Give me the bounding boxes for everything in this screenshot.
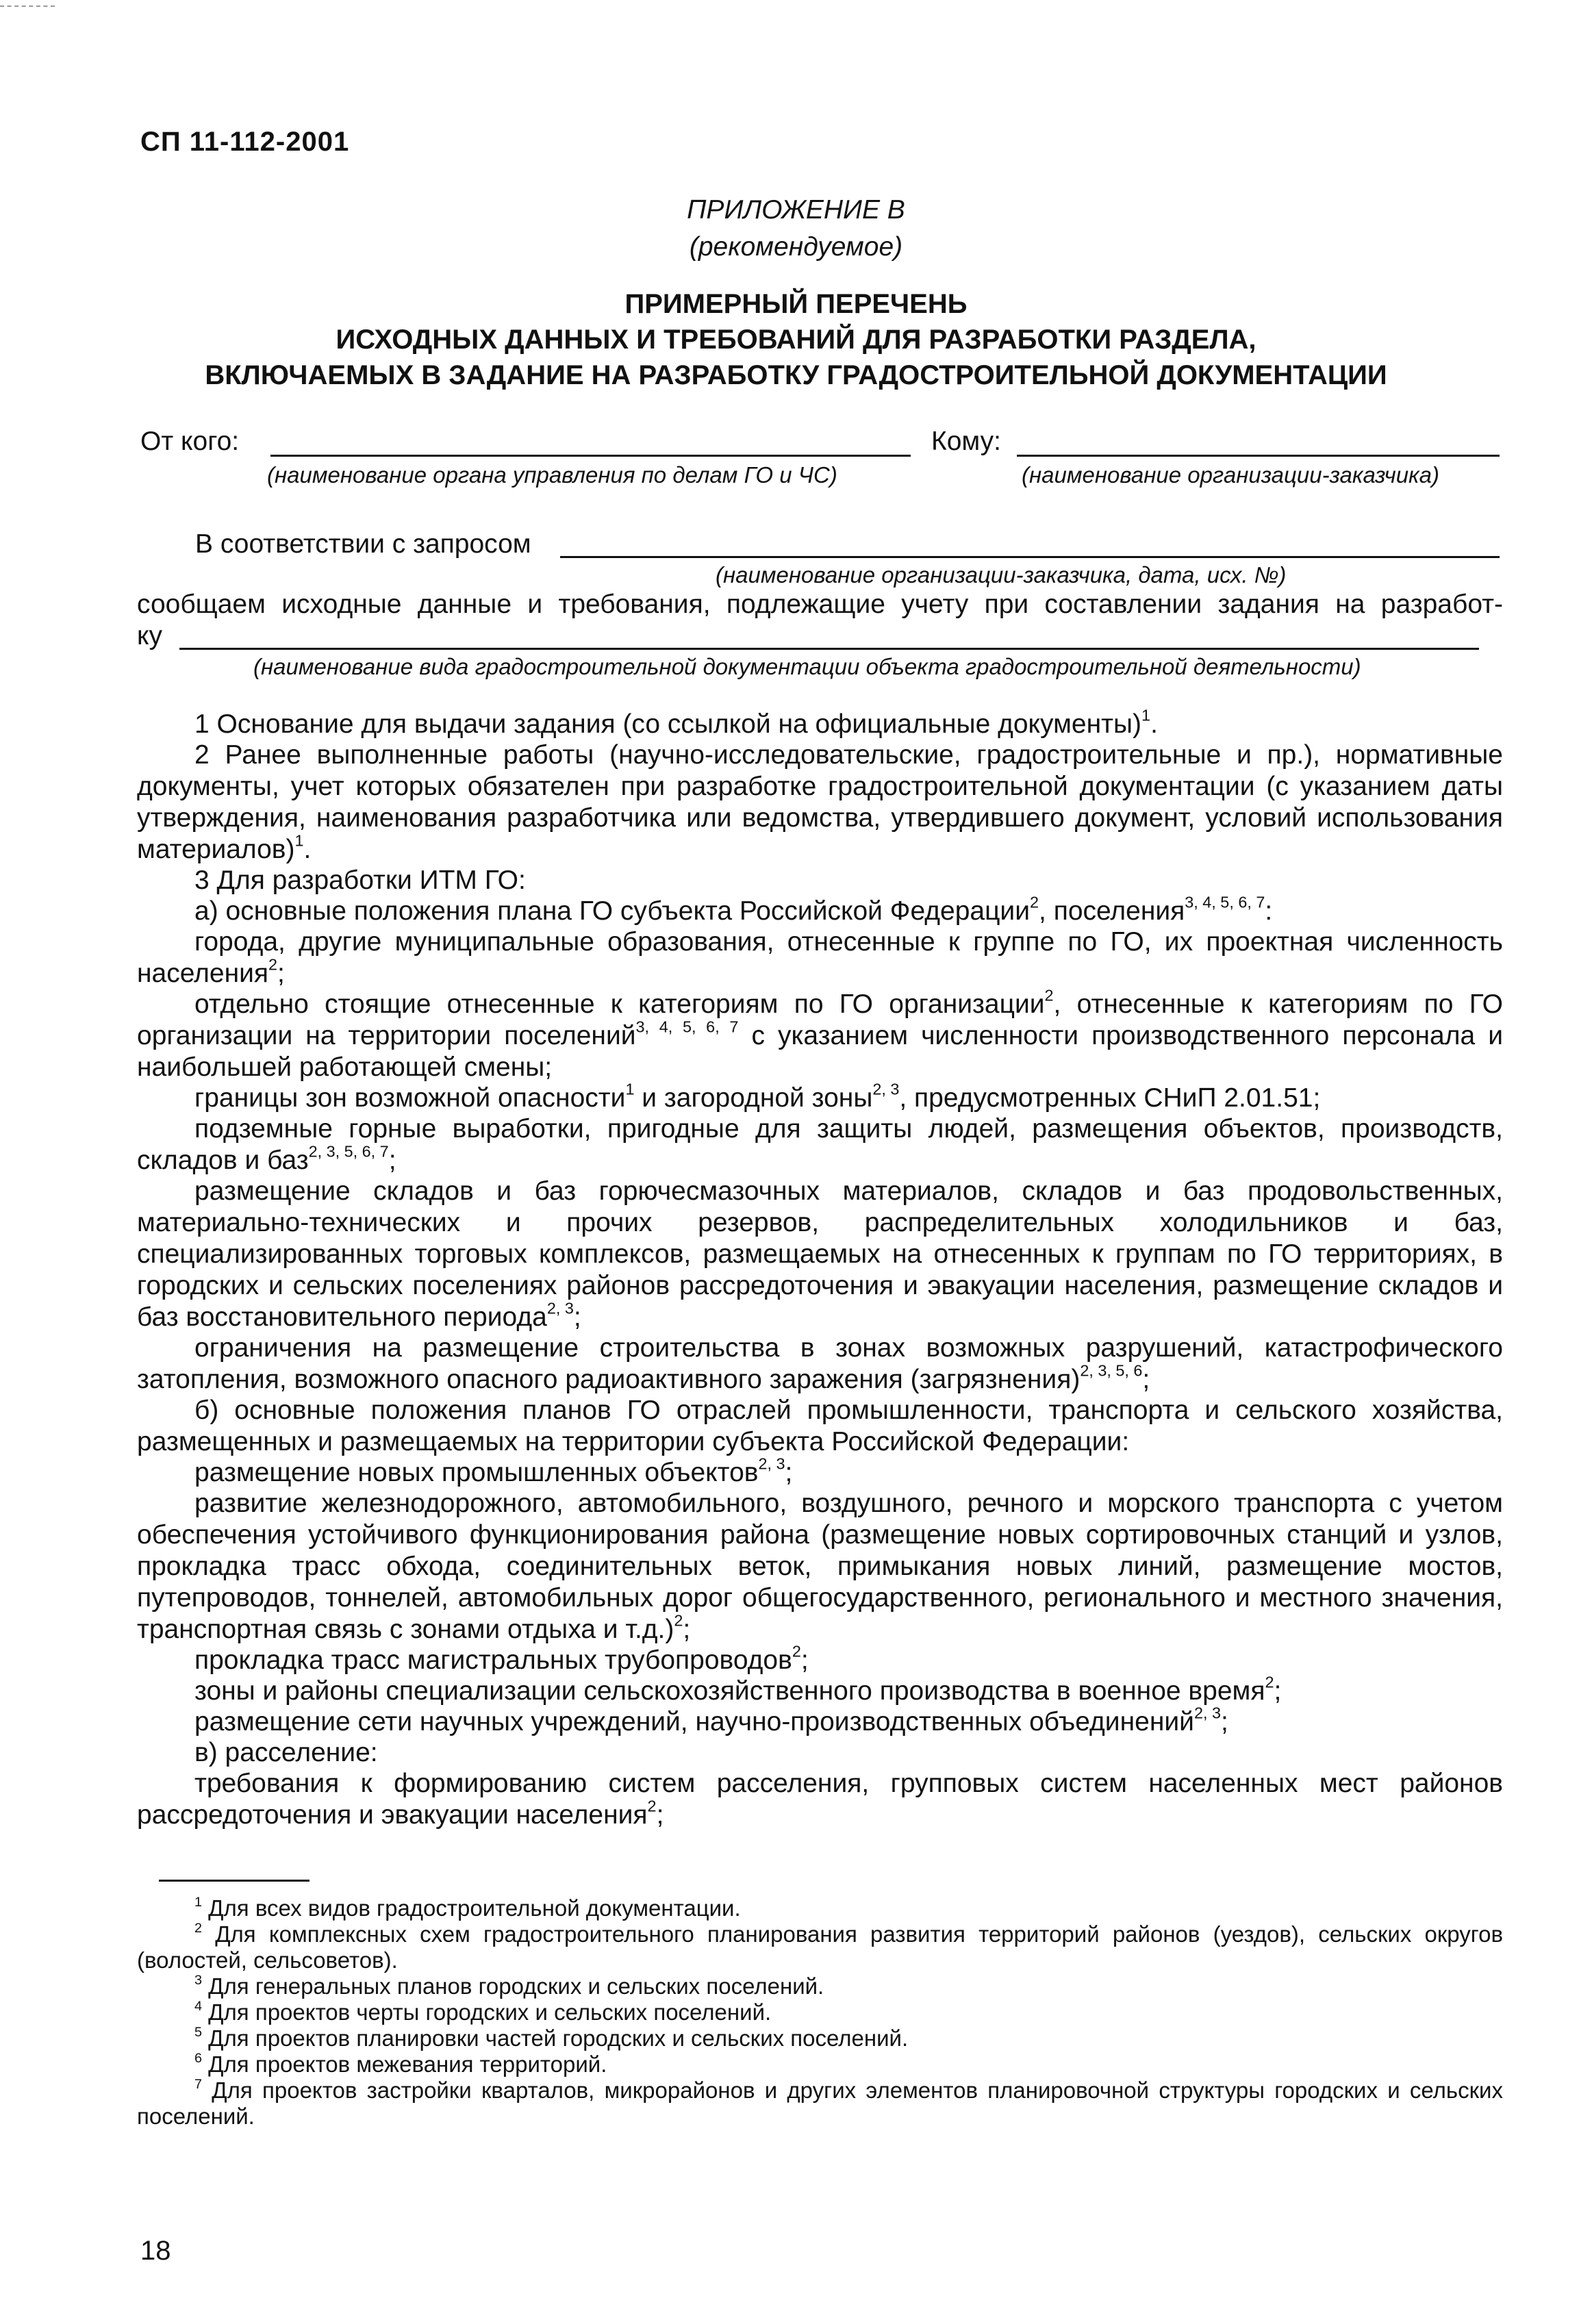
paragraph-8: подземные горные выработки, пригодные для защиты людей, размещения объектов, производств, складов и баз$^{2, 3, 5, 6, 7}$;	[137, 1114, 1503, 1175]
to-caption: (наименование организации-заказчика)	[1022, 462, 1439, 488]
scan-edge-mark	[0, 5, 55, 7]
paragraph-2: 2 Ранее выполненные работы (научно-исследовательские, градостроительные и пр.), нормативные документы, учет которых обязателен при разработке градостроительной документации (с указанием даты утверждения, наименования разработчика или ведомства, утвердившего документ, условий использования материалов)$^1$.	[137, 740, 1503, 864]
document-code: СП 11-112-2001	[140, 127, 350, 157]
title-line-3: ВКЛЮЧАЕМЫХ В ЗАДАНИЕ НА РАЗРАБОТКУ ГРАДОСТРОИТЕЛЬНОЙ ДОКУМЕНТАЦИИ	[205, 360, 1387, 390]
request-field-line[interactable]	[560, 556, 1500, 558]
paragraph-15: зоны и районы специализации сельскохозяйственного производства в военное время$^2$;	[194, 1673, 1282, 1706]
paragraph-5: города, другие муниципальные образования, отнесенные к группе по ГО, их проектная численность населения$^2$;	[137, 927, 1503, 988]
from-field-line[interactable]	[270, 455, 911, 457]
paragraph-9: размещение складов и баз горючесмазочных материалов, складов и баз продовольственных, материально-технических и прочих резервов, распределительных холодильников и баз, специализированных торговых комплексов, размещаемых на отнесенных к группам по ГО территориях, в городских и сельских поселениях районов рассредоточения и эвакуации населения, размещение складов и баз восстановительного периода$^{2, 3}$;	[137, 1176, 1503, 1332]
paragraph-17: в) расселение:	[194, 1738, 378, 1767]
footnote-3: $^3$ Для генеральных планов городских и сельских поселений.	[194, 1973, 824, 1999]
from-label: От кого:	[140, 427, 240, 456]
footnote-6: $^6$ Для проектов межевания территорий.	[194, 2051, 607, 2077]
request-label: В соответствии с запросом	[195, 529, 531, 559]
report-text: сообщаем исходные данные и требования, подлежащие учету при составлении задания на разработ-	[137, 590, 1503, 619]
paragraph-12: размещение новых промышленных объектов$^{2, 3}$;	[194, 1454, 793, 1487]
report-text-end: ку	[137, 621, 163, 651]
paragraph-6: отдельно стоящие отнесенные к категориям по ГО организации$^2$, отнесенные к категориям по ГО организации на территории поселений$^{3, 4, 5, 6, 7}$ с указанием численности производственного персонала и наибольшей работающей смены;	[137, 986, 1503, 1082]
report-caption: (наименование вида градостроительной документации объекта градостроительной деятельности)	[253, 654, 1361, 679]
paragraph-3: 3 Для разработки ИТМ ГО:	[194, 866, 526, 895]
appendix-status: (рекомендуемое)	[689, 232, 903, 262]
paragraph-7: границы зон возможной опасности$^1$ и загородной зоны$^{2, 3}$, предусмотренных СНиП 2.01.51;	[194, 1080, 1321, 1113]
paragraph-1: 1 Основание для выдачи задания (со ссылкой на официальные документы)$^1$.	[194, 706, 1158, 739]
title-line-1: ПРИМЕРНЫЙ ПЕРЕЧЕНЬ	[624, 289, 968, 319]
paragraph-10: ограничения на размещение строительства в зонах возможных разрушений, катастрофического затопления, возможного опасного радиоактивного заражения (загрязнения)$^{2, 3, 5, 6}$;	[137, 1333, 1503, 1394]
paragraph-4: а) основные положения плана ГО субъекта Российской Федерации$^2$, поселения$^{3, 4, 5, 6, 7}$:	[194, 893, 1273, 926]
footnote-5: $^5$ Для проектов планировки частей городских и сельских поселений.	[194, 2025, 909, 2051]
to-field-line[interactable]	[1017, 455, 1500, 457]
footnote-4: $^4$ Для проектов черты городских и сельских поселений.	[194, 1999, 772, 2025]
report-field-line[interactable]	[179, 648, 1479, 650]
paragraph-11: б) основные положения планов ГО отраслей промышленности, транспорта и сельского хозяйства, размещенных и размещаемых на территории субъекта Российской Федерации:	[137, 1395, 1503, 1456]
request-caption: (наименование организации-заказчика, дата, исх. №)	[716, 562, 1287, 588]
paragraph-14: прокладка трасс магистральных трубопроводов$^2$;	[194, 1642, 809, 1675]
to-label: Кому:	[931, 427, 1001, 456]
footnote-separator	[159, 1880, 309, 1882]
paragraph-18: требования к формированию систем расселения, групповых систем населенных мест районов рассредоточения и эвакуации населения$^2$;	[137, 1769, 1503, 1830]
footnote-7: $^7$ Для проектов застройки кварталов, микрорайонов и других элементов планировочной структуры городских и сельских поселений.	[137, 2077, 1503, 2129]
footnote-1: $^1$ Для всех видов градостроительной документации.	[194, 1895, 741, 1921]
paragraph-13: развитие железнодорожного, автомобильного, воздушного, речного и морского транспорта с учетом обеспечения устойчивого функционирования района (размещение новых сортировочных станций и узлов, прокладка трасс обхода, соединительных веток, примыкания новых линий, размещение мостов, путепроводов, тоннелей, автомобильных дорог общегосударственного, регионального и местного значения, транспортная связь с зонами отдыха и т.д.)$^2$;	[137, 1489, 1503, 1644]
appendix-heading	[0, 192, 1592, 266]
document-title	[0, 286, 1592, 393]
title-line-2: ИСХОДНЫХ ДАННЫХ И ТРЕБОВАНИЙ ДЛЯ РАЗРАБОТКИ РАЗДЕЛА,	[336, 325, 1256, 355]
page-number: 18	[140, 2236, 171, 2266]
footnote-2: $^2$ Для комплексных схем градостроительного планирования развития территорий районов (уездов), сельских округов (волостей, сельсоветов).	[137, 1921, 1503, 1973]
from-caption: (наименование органа управления по делам ГО и ЧС)	[267, 462, 837, 488]
paragraph-16: размещение сети научных учреждений, научно-производственных объединений$^{2, 3}$;	[194, 1704, 1228, 1736]
appendix-label: ПРИЛОЖЕНИЕ В	[687, 195, 905, 225]
